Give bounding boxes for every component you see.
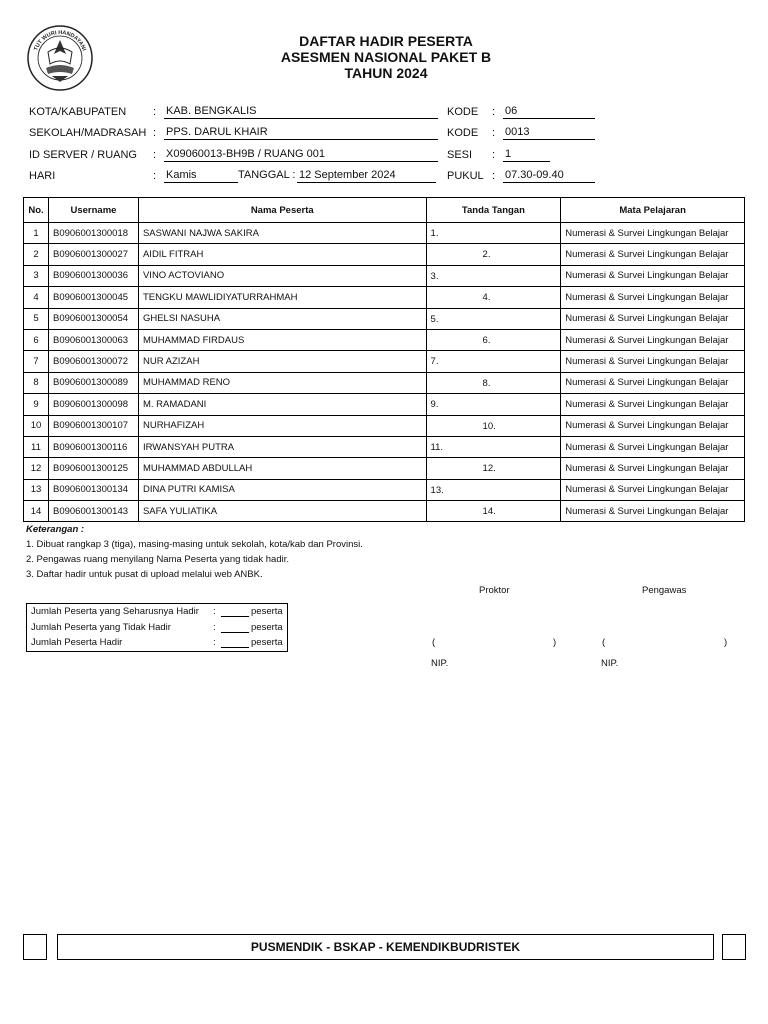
cell-username: B0906001300054 bbox=[48, 308, 138, 329]
pengawas-open-paren: ( bbox=[602, 637, 606, 648]
footer-left-box bbox=[23, 934, 47, 960]
cell-tanda-tangan bbox=[426, 415, 561, 436]
cell-nama: IRWANSYAH PUTRA bbox=[138, 436, 426, 457]
pengawas-close-paren: ) bbox=[724, 637, 728, 648]
table-row bbox=[24, 415, 745, 436]
kode1-value: 06 bbox=[503, 105, 595, 119]
table-row bbox=[24, 394, 745, 415]
cell-no: 7 bbox=[24, 351, 49, 372]
cell-username: B0906001300125 bbox=[48, 458, 138, 479]
summary-colon: : bbox=[213, 606, 216, 617]
signature-number: 5. bbox=[430, 313, 439, 325]
cell-no: 9 bbox=[24, 394, 49, 415]
cell-nama: M. RAMADANI bbox=[138, 394, 426, 415]
sesi-value: 1 bbox=[503, 148, 550, 162]
proktor-close-paren: ) bbox=[553, 637, 557, 648]
cell-nama: SAFA YULIATIKA bbox=[138, 501, 426, 522]
cell-mata-pelajaran: Numerasi & Survei Lingkungan Belajar bbox=[561, 501, 745, 522]
title-line-3: TAHUN 2024 bbox=[344, 65, 428, 81]
server-colon: : bbox=[153, 149, 157, 161]
cell-nama: MUHAMMAD RENO bbox=[138, 372, 426, 393]
summary-row bbox=[27, 604, 287, 620]
header-username: Username bbox=[48, 198, 138, 223]
table-row bbox=[24, 372, 745, 393]
signature-number: 10. bbox=[482, 420, 496, 432]
cell-username: B0906001300134 bbox=[48, 479, 138, 500]
sesi-colon: : bbox=[492, 149, 496, 161]
cell-no: 12 bbox=[24, 458, 49, 479]
sesi-label: SESI bbox=[447, 149, 473, 161]
cell-nama: VINO ACTOVIANO bbox=[138, 265, 426, 286]
summary-row bbox=[27, 635, 287, 651]
signature-number: 12. bbox=[482, 463, 496, 475]
cell-username: B0906001300045 bbox=[48, 287, 138, 308]
signature-number: 14. bbox=[482, 506, 496, 518]
cell-nama: GHELSI NASUHA bbox=[138, 308, 426, 329]
table-row bbox=[24, 501, 745, 522]
kode1-colon: : bbox=[492, 106, 496, 118]
cell-no: 14 bbox=[24, 501, 49, 522]
cell-tanda-tangan bbox=[426, 223, 561, 244]
cell-tanda-tangan bbox=[426, 287, 561, 308]
kota-label: KOTA/KABUPATEN bbox=[29, 106, 127, 118]
table-row bbox=[24, 265, 745, 286]
table-row bbox=[24, 308, 745, 329]
cell-tanda-tangan bbox=[426, 501, 561, 522]
summary-label: Jumlah Peserta yang Seharusnya Hadir bbox=[31, 606, 199, 617]
signature-number: 7. bbox=[430, 356, 439, 368]
pukul-label: PUKUL bbox=[447, 170, 484, 182]
cell-mata-pelajaran: Numerasi & Survei Lingkungan Belajar bbox=[561, 436, 745, 457]
signature-number: 1. bbox=[430, 228, 439, 239]
signature-number: 11. bbox=[430, 441, 444, 453]
cell-tanda-tangan bbox=[426, 308, 561, 329]
header-mata-pelajaran: Mata Pelajaran bbox=[561, 198, 745, 223]
summary-blank bbox=[221, 622, 249, 633]
server-value: X09060013-BH9B / RUANG 001 bbox=[164, 148, 438, 162]
cell-mata-pelajaran: Numerasi & Survei Lingkungan Belajar bbox=[561, 223, 745, 244]
summary-unit: peserta bbox=[251, 606, 283, 617]
cell-tanda-tangan bbox=[426, 458, 561, 479]
cell-nama: SASWANI NAJWA SAKIRA bbox=[138, 223, 426, 244]
pukul-colon: : bbox=[492, 170, 496, 182]
note-item: 3. Daftar hadir untuk pusat di upload melalui web ANBK. bbox=[26, 569, 263, 580]
cell-no: 6 bbox=[24, 329, 49, 350]
table-row bbox=[24, 351, 745, 372]
tanggal-label: TANGGAL : bbox=[238, 169, 296, 181]
cell-no: 13 bbox=[24, 479, 49, 500]
sekolah-value: PPS. DARUL KHAIR bbox=[164, 126, 438, 140]
kode2-value: 0013 bbox=[503, 126, 595, 140]
cell-username: B0906001300098 bbox=[48, 394, 138, 415]
cell-nama: NURHAFIZAH bbox=[138, 415, 426, 436]
kota-value: KAB. BENGKALIS bbox=[164, 105, 438, 119]
summary-blank bbox=[221, 606, 249, 617]
logo-motto: TUT WURI HANDAYANI bbox=[33, 29, 87, 52]
table-row bbox=[24, 458, 745, 479]
sekolah-label: SEKOLAH/MADRASAH bbox=[29, 127, 147, 139]
cell-username: B0906001300063 bbox=[48, 329, 138, 350]
hari-value: Kamis bbox=[164, 169, 238, 183]
title-line-2: ASESMEN NASIONAL PAKET B bbox=[280, 49, 492, 65]
sekolah-colon: : bbox=[153, 127, 157, 139]
cell-no: 8 bbox=[24, 372, 49, 393]
cell-mata-pelajaran: Numerasi & Survei Lingkungan Belajar bbox=[561, 479, 745, 500]
notes bbox=[26, 522, 363, 582]
cell-mata-pelajaran: Numerasi & Survei Lingkungan Belajar bbox=[561, 287, 745, 308]
cell-mata-pelajaran: Numerasi & Survei Lingkungan Belajar bbox=[561, 265, 745, 286]
pengawas-label: Pengawas bbox=[642, 585, 687, 596]
header-tanda-tangan: Tanda Tangan bbox=[426, 198, 561, 223]
cell-nama: DINA PUTRI KAMISA bbox=[138, 479, 426, 500]
cell-username: B0906001300116 bbox=[48, 436, 138, 457]
cell-username: B0906001300143 bbox=[48, 501, 138, 522]
summary-label: Jumlah Peserta Hadir bbox=[31, 637, 123, 648]
note-item: 2. Pengawas ruang menyilang Nama Peserta yang tidak hadir. bbox=[26, 554, 289, 565]
cell-tanda-tangan bbox=[426, 372, 561, 393]
table-row bbox=[24, 329, 745, 350]
cell-no: 10 bbox=[24, 415, 49, 436]
proktor-label: Proktor bbox=[479, 585, 510, 596]
cell-no: 4 bbox=[24, 287, 49, 308]
cell-mata-pelajaran: Numerasi & Survei Lingkungan Belajar bbox=[561, 244, 745, 265]
cell-tanda-tangan bbox=[426, 436, 561, 457]
pukul-value: 07.30-09.40 bbox=[503, 169, 595, 183]
footer-right-box bbox=[722, 934, 746, 960]
kode1-label: KODE bbox=[447, 106, 479, 118]
cell-tanda-tangan bbox=[426, 394, 561, 415]
signature-number: 9. bbox=[430, 399, 439, 411]
table-row bbox=[24, 287, 745, 308]
cell-mata-pelajaran: Numerasi & Survei Lingkungan Belajar bbox=[561, 415, 745, 436]
hari-label: HARI bbox=[29, 170, 56, 182]
signature-number: 4. bbox=[482, 292, 491, 304]
header-no: No. bbox=[24, 198, 49, 223]
cell-nama: NUR AZIZAH bbox=[138, 351, 426, 372]
signature-number: 3. bbox=[430, 270, 439, 282]
cell-tanda-tangan bbox=[426, 265, 561, 286]
signature-number: 6. bbox=[482, 334, 491, 346]
table-row bbox=[24, 223, 745, 244]
cell-no: 2 bbox=[24, 244, 49, 265]
cell-no: 3 bbox=[24, 265, 49, 286]
cell-username: B0906001300018 bbox=[48, 223, 138, 244]
cell-mata-pelajaran: Numerasi & Survei Lingkungan Belajar bbox=[561, 394, 745, 415]
cell-tanda-tangan bbox=[426, 329, 561, 350]
pengawas-nip: NIP. bbox=[601, 658, 619, 669]
footer-title: PUSMENDIK - BSKAP - KEMENDIKBUDRISTEK bbox=[57, 934, 714, 960]
cell-tanda-tangan bbox=[426, 351, 561, 372]
title-line-1: DAFTAR HADIR PESERTA bbox=[299, 33, 473, 49]
summary-unit: peserta bbox=[251, 637, 283, 648]
cell-mata-pelajaran: Numerasi & Survei Lingkungan Belajar bbox=[561, 308, 745, 329]
signature-number: 8. bbox=[482, 377, 491, 389]
cell-mata-pelajaran: Numerasi & Survei Lingkungan Belajar bbox=[561, 372, 745, 393]
proktor-nip: NIP. bbox=[431, 658, 449, 669]
summary-box bbox=[26, 603, 288, 652]
cell-nama: TENGKU MAWLIDIYATURRAHMAH bbox=[138, 287, 426, 308]
cell-username: B0906001300107 bbox=[48, 415, 138, 436]
table-row bbox=[24, 436, 745, 457]
summary-row bbox=[27, 620, 287, 636]
cell-nama: MUHAMMAD FIRDAUS bbox=[138, 329, 426, 350]
summary-colon: : bbox=[213, 637, 216, 648]
cell-username: B0906001300072 bbox=[48, 351, 138, 372]
hari-colon: : bbox=[153, 170, 157, 182]
kode2-colon: : bbox=[492, 127, 496, 139]
cell-no: 5 bbox=[24, 308, 49, 329]
header-nama: Nama Peserta bbox=[138, 198, 426, 223]
table-header-row bbox=[24, 198, 745, 223]
note-item: 1. Dibuat rangkap 3 (tiga), masing-masing untuk sekolah, kota/kab dan Provinsi. bbox=[26, 539, 363, 550]
attendance-table bbox=[23, 197, 745, 522]
cell-mata-pelajaran: Numerasi & Survei Lingkungan Belajar bbox=[561, 329, 745, 350]
cell-no: 11 bbox=[24, 436, 49, 457]
cell-tanda-tangan bbox=[426, 479, 561, 500]
signature-number: 13. bbox=[430, 484, 444, 496]
kode2-label: KODE bbox=[447, 127, 479, 139]
cell-nama: AIDIL FITRAH bbox=[138, 244, 426, 265]
cell-nama: MUHAMMAD ABDULLAH bbox=[138, 458, 426, 479]
cell-mata-pelajaran: Numerasi & Survei Lingkungan Belajar bbox=[561, 351, 745, 372]
notes-title: Keterangan : bbox=[26, 524, 85, 535]
cell-username: B0906001300036 bbox=[48, 265, 138, 286]
table-row bbox=[24, 244, 745, 265]
cell-username: B0906001300027 bbox=[48, 244, 138, 265]
summary-unit: peserta bbox=[251, 621, 283, 633]
summary-colon: : bbox=[213, 621, 216, 633]
kota-colon: : bbox=[153, 106, 157, 118]
cell-mata-pelajaran: Numerasi & Survei Lingkungan Belajar bbox=[561, 458, 745, 479]
proktor-open-paren: ( bbox=[432, 637, 436, 648]
cell-no: 1 bbox=[24, 223, 49, 244]
signature-number: 2. bbox=[482, 249, 491, 261]
tanggal-value: 12 September 2024 bbox=[297, 169, 436, 183]
document-title bbox=[0, 33, 768, 81]
table-row bbox=[24, 479, 745, 500]
summary-blank bbox=[221, 637, 249, 648]
server-label: ID SERVER / RUANG bbox=[29, 149, 137, 161]
cell-tanda-tangan bbox=[426, 244, 561, 265]
cell-username: B0906001300089 bbox=[48, 372, 138, 393]
summary-label: Jumlah Peserta yang Tidak Hadir bbox=[31, 621, 171, 633]
